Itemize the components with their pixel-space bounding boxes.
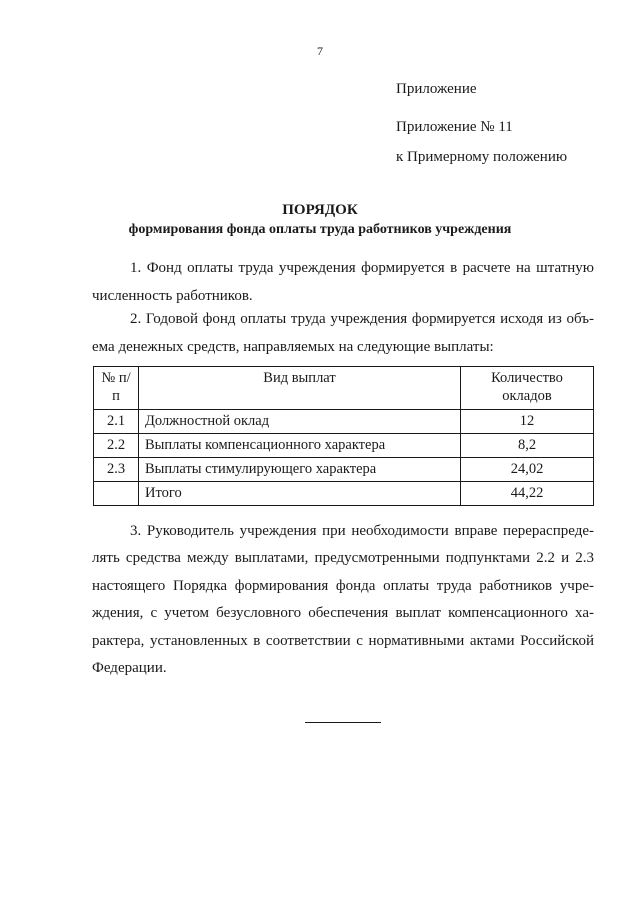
paragraph-2 [92, 306, 594, 361]
header-type: Вид выплат [139, 367, 461, 410]
paragraph-3-text: 3. Руководитель учреждения при необходимости вправе перераспреде-лять средства между выплатами, предусмотренными подпунктами 2.2 и 2.3 настоящего Порядка формирования фонда оплаты труда работников учре-ждения, с учетом безусловного обеспечения выплат компенсационного ха-рактера, установленных в соответствии с нормативными актами Российской Федерации. [92, 523, 594, 677]
document-subtitle: формирования фонда оплаты труда работников учреждения [128, 222, 512, 237]
header-num: № п/п [94, 367, 139, 410]
paragraph-3 [92, 518, 594, 682]
row-qty: 8,2 [461, 434, 594, 458]
payments-table [93, 366, 594, 506]
row-num [94, 482, 139, 506]
table-row [94, 458, 594, 482]
table-row-total [94, 482, 594, 506]
row-qty: 44,22 [461, 482, 594, 506]
row-qty: 12 [461, 410, 594, 434]
appendix-line-2: Приложение № 11 [396, 119, 513, 135]
table-header-row [94, 367, 594, 410]
row-num: 2.1 [94, 410, 139, 434]
document-title: ПОРЯДОК [282, 202, 358, 218]
paragraph-1-text: 1. Фонд оплаты труда учреждения формируется в расчете на штатную численность работников. [92, 260, 594, 304]
row-qty: 24,02 [461, 458, 594, 482]
appendix-line-3: к Примерному положению [396, 149, 568, 165]
row-num: 2.2 [94, 434, 139, 458]
row-num: 2.3 [94, 458, 139, 482]
page-number: 7 [317, 44, 323, 58]
paragraph-1 [92, 255, 594, 310]
row-type: Итого [139, 482, 461, 506]
header-qty: Количество окладов [461, 367, 594, 410]
paragraph-2-text: 2. Годовой фонд оплаты труда учреждения формируется исходя из объ-ема денежных средств, направляемых на следующие выплаты: [92, 311, 594, 355]
appendix-line-1: Приложение [396, 81, 477, 97]
row-type: Выплаты стимулирующего характера [139, 458, 461, 482]
row-type: Должностной оклад [139, 410, 461, 434]
table-row [94, 410, 594, 434]
row-type: Выплаты компенсационного характера [139, 434, 461, 458]
closing-divider [305, 722, 381, 723]
table-row [94, 434, 594, 458]
